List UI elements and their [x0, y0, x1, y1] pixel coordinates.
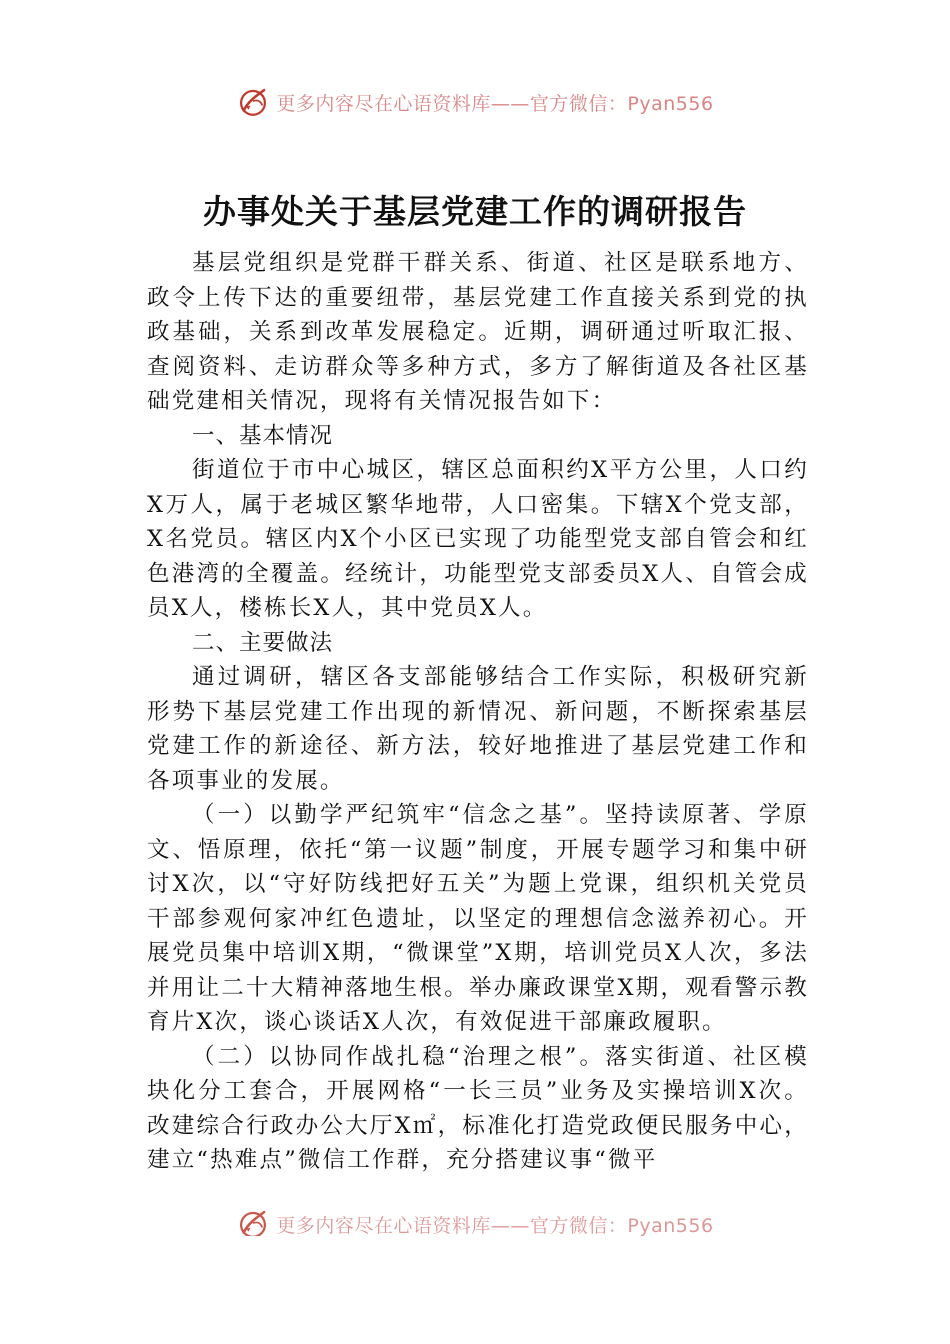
main-practices-paragraph: 通过调研，辖区各支部能够结合工作实际，积极研究新形势下基层党建工作出现的新情况、新问题，不断探索基层党建工作的新途径、新方法，较好地推进了基层党建工作和各项事业的发展。 — [147, 664, 809, 794]
document-body — [147, 246, 809, 1178]
item-1-paragraph — [147, 798, 809, 1040]
item-1-heading: （一）以勤学严纪筑牢“信念之基”。 — [192, 802, 606, 828]
item-2-paragraph — [147, 1040, 809, 1178]
item-2-text: 落实街道、社区模块化分工套合，开展网格“一长三员”业务及实操培训X次。改建综合行政办公大厅X㎡，标准化打造党政便民服务中心，建立“热难点”微信工作群，充分搭建议事“微平 — [147, 1043, 809, 1173]
footer-watermark-banner — [0, 1206, 950, 1236]
item-2-heading: （二）以协同作战扎稳“治理之根”。 — [192, 1043, 606, 1070]
banner-text: 更多内容尽在心语资料库——官方微信：Pyan556 — [276, 92, 714, 115]
header-watermark-banner — [0, 82, 950, 122]
basic-situation-paragraph: 街道位于市中心城区，辖区总面积约X平方公里，人口约X万人，属于老城区繁华地带，人口密集。下辖X个党支部，X名党员。辖区内X个小区已实现了功能型党支部自管会和红色港湾的全覆盖。经统计，功能型党支部委员X人、自管会成员X人，楼栋长X人，其中党员X人。 — [147, 457, 809, 621]
quill-seal-logo-icon — [236, 1207, 270, 1236]
intro-paragraph: 基层党组织是党群干群关系、街道、社区是联系地方、政令上传下达的重要纽带，基层党建工作直接关系到党的执政基础，关系到改革发展稳定。近期，调研通过听取汇报、查阅资料、走访群众等多种方式，多方了解街道及各社区基础党建相关情况，现将有关情况报告如下： — [147, 250, 809, 414]
section-heading-main-practices: 二、主要做法 — [192, 629, 334, 656]
item-1-text: 坚持读原著、学原文、悟原理，依托“第一议题”制度，开展专题学习和集中研讨X次，以“守好防线把好五关”为题上党课，组织机关党员干部参观何家冲红色遗址，以坚定的理想信念滋养初心。开展党员集中培训X期，“微课堂”X期，培训党员X人次，多法并用让二十大精神落地生根。举办廉政课堂X期，观看警示教育片X次，谈心谈话X人次，有效促进干部廉政履职。 — [147, 802, 809, 1035]
document-title: 办事处关于基层党建工作的调研报告 — [203, 192, 747, 231]
quill-seal-logo-icon — [236, 85, 270, 119]
banner-text-footer: 更多内容尽在心语资料库——官方微信：Pyan556 — [276, 1214, 714, 1236]
section-heading-basic-situation: 一、基本情况 — [192, 422, 334, 449]
